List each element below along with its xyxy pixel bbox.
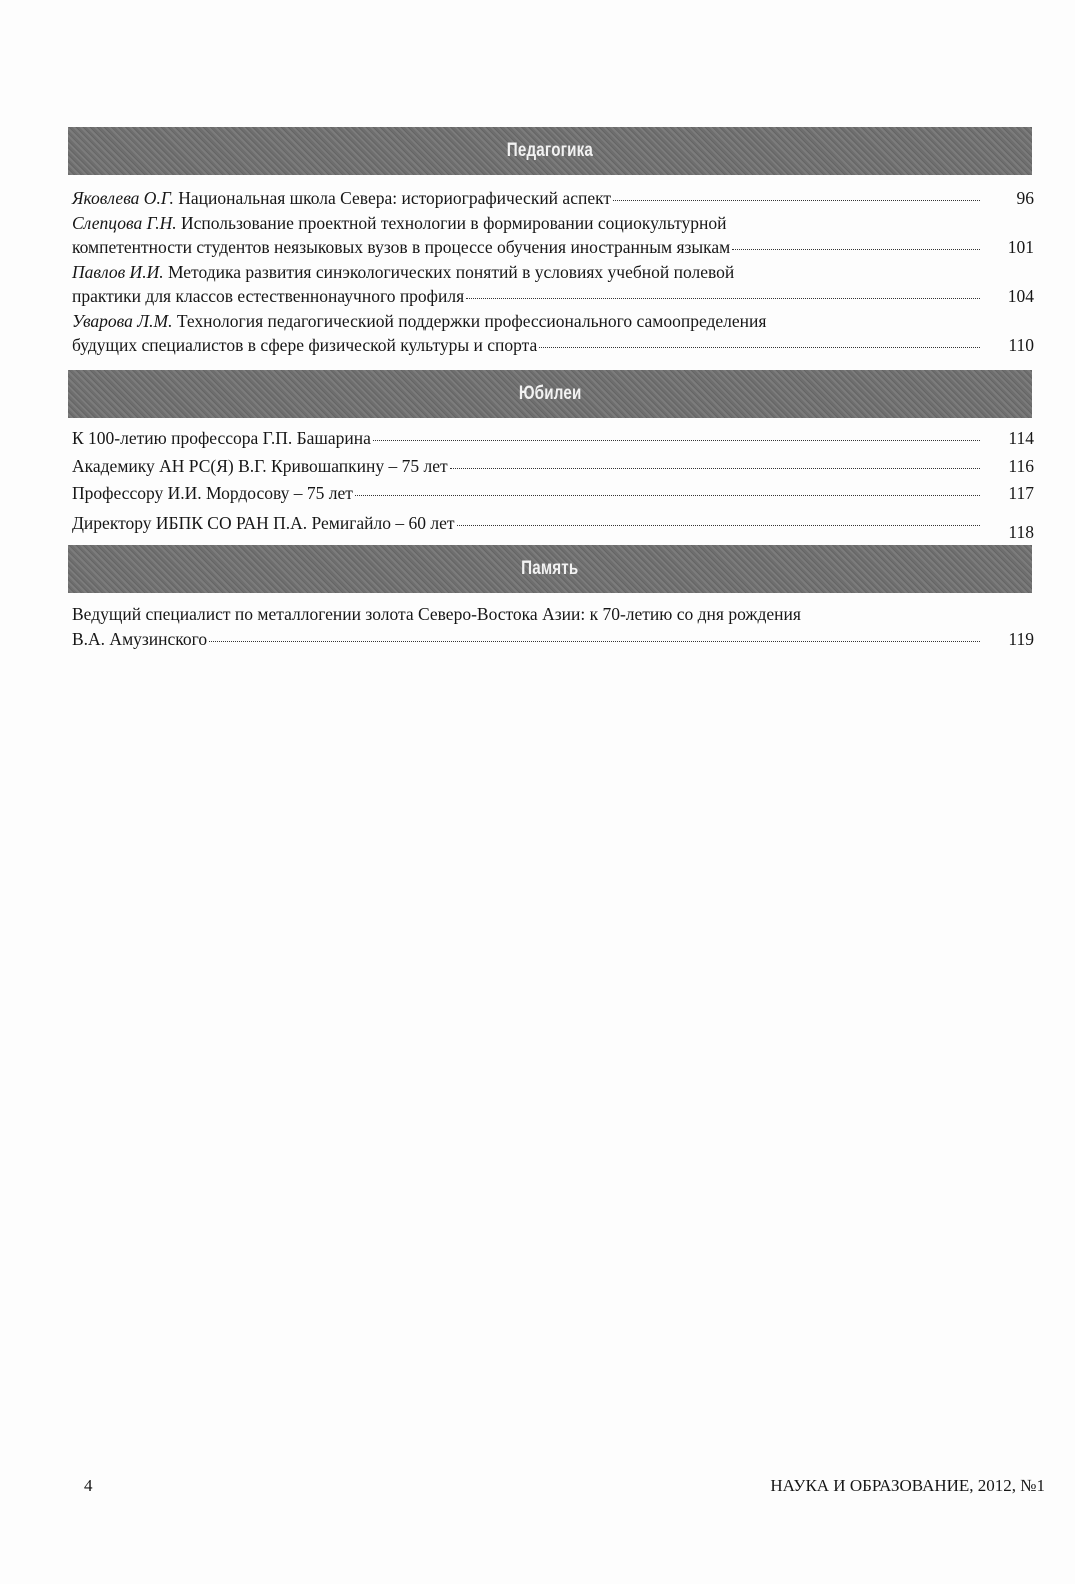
entry-title-text: Ведущий специалист по металлогении золота Северо-Востока Азии: к 70-летию со дня рождения: [72, 604, 801, 624]
toc-entry: [72, 481, 1034, 506]
toc-entry: [72, 426, 1034, 451]
entry-title-text: Методика развития синэкологических понятий в условиях учебной полевой: [167, 261, 735, 282]
entry-title: Академику АН РС(Я) В.Г. Кривошапкину – 75 лет: [72, 455, 448, 476]
entry-author: Павлов И.И.: [72, 261, 164, 282]
entry-title-text: [72, 186, 611, 211]
section-title: Педагогика: [506, 140, 594, 161]
entry-last-line: [72, 333, 1034, 358]
entry-page: 101: [1007, 237, 1034, 257]
leader-dots: [457, 525, 980, 526]
entry-title: Профессору И.И. Мордосову – 75 лет: [72, 483, 353, 503]
entry-title-text: [72, 235, 730, 260]
entry-page: 117: [1008, 483, 1034, 503]
entry-last-line: [72, 454, 1034, 479]
entry-author: Уварова Л.М.: [72, 310, 173, 331]
entry-page: 110: [1008, 335, 1034, 355]
toc-entry: [72, 602, 1034, 651]
leader-dots: [466, 298, 980, 299]
toc-list-jubilees: [72, 426, 1034, 542]
leader-dots: [355, 495, 980, 496]
toc-entry: [72, 211, 1034, 260]
entry-page: 96: [1016, 188, 1034, 208]
entry-page: 118: [1008, 521, 1034, 542]
toc-entry: [72, 309, 1034, 358]
band-jubilees: [68, 370, 1032, 418]
entry-page: 119: [1008, 628, 1034, 649]
entry-line: [72, 211, 1034, 236]
entry-line: [72, 602, 1034, 627]
entry-page: 104: [1007, 286, 1034, 306]
entry-title: В.А. Амузинского: [72, 628, 208, 649]
leader-dots: [450, 468, 980, 469]
entry-line: [72, 309, 1034, 334]
entry-title: К 100-летию профессора Г.П. Башарина: [72, 428, 371, 448]
toc-list-pedagogy: [72, 186, 1034, 358]
page-number: 4: [84, 1476, 93, 1495]
entry-title-text: [72, 454, 448, 479]
band-pedagogy: [68, 127, 1032, 175]
entry-title: практики для классов естественнонаучного профиля: [72, 286, 465, 306]
leader-dots: [732, 249, 980, 250]
entry-last-line: [72, 186, 1034, 211]
entry-title-text: [72, 333, 537, 358]
entry-title: Национальная школа Севера: историографический аспект: [178, 188, 612, 208]
toc-entry: [72, 260, 1034, 309]
entry-page: 116: [1008, 455, 1034, 476]
entry-title: будущих специалистов в сфере физической культуры и спорта: [72, 335, 538, 355]
entry-title-text: [72, 511, 455, 536]
entry-title-text: [72, 284, 464, 309]
entry-title-text: [72, 627, 207, 652]
entry-last-line: [72, 511, 1034, 542]
entry-title-text: [72, 481, 353, 506]
toc-list-memory: [72, 602, 1034, 651]
entry-title-text: [72, 426, 371, 451]
section-title: Юбилеи: [518, 383, 582, 404]
entry-last-line: [72, 627, 1034, 652]
entry-last-line: [72, 284, 1034, 309]
entry-title-text: Использование проектной технологии в формировании социокультурной: [180, 212, 727, 233]
leader-dots: [373, 440, 980, 441]
entry-title: Директору ИБПК СО РАН П.А. Ремигайло – 60 лет: [72, 512, 455, 533]
entry-title: компетентности студентов неязыковых вузов в процессе обучения иностранным языкам: [72, 237, 731, 257]
leader-dots: [209, 641, 980, 642]
entry-last-line: [72, 235, 1034, 260]
toc-entry: [72, 186, 1034, 211]
band-memory: [68, 545, 1032, 593]
leader-dots: [613, 200, 980, 201]
toc-entry: [72, 511, 1034, 542]
entry-author: Яковлева О.Г.: [72, 188, 174, 208]
entry-last-line: [72, 481, 1034, 506]
entry-author: Слепцова Г.Н.: [72, 212, 177, 233]
entry-last-line: [72, 426, 1034, 451]
entry-line: [72, 260, 1034, 285]
leader-dots: [539, 347, 980, 348]
toc-entry: [72, 454, 1034, 479]
section-title: Память: [521, 558, 579, 579]
entry-title-text: Технология педагогическиой поддержки профессионального самоопределения: [176, 310, 767, 331]
entry-page: 114: [1008, 428, 1034, 448]
journal-footer: НАУКА И ОБРАЗОВАНИЕ, 2012, №1: [770, 1476, 1045, 1495]
